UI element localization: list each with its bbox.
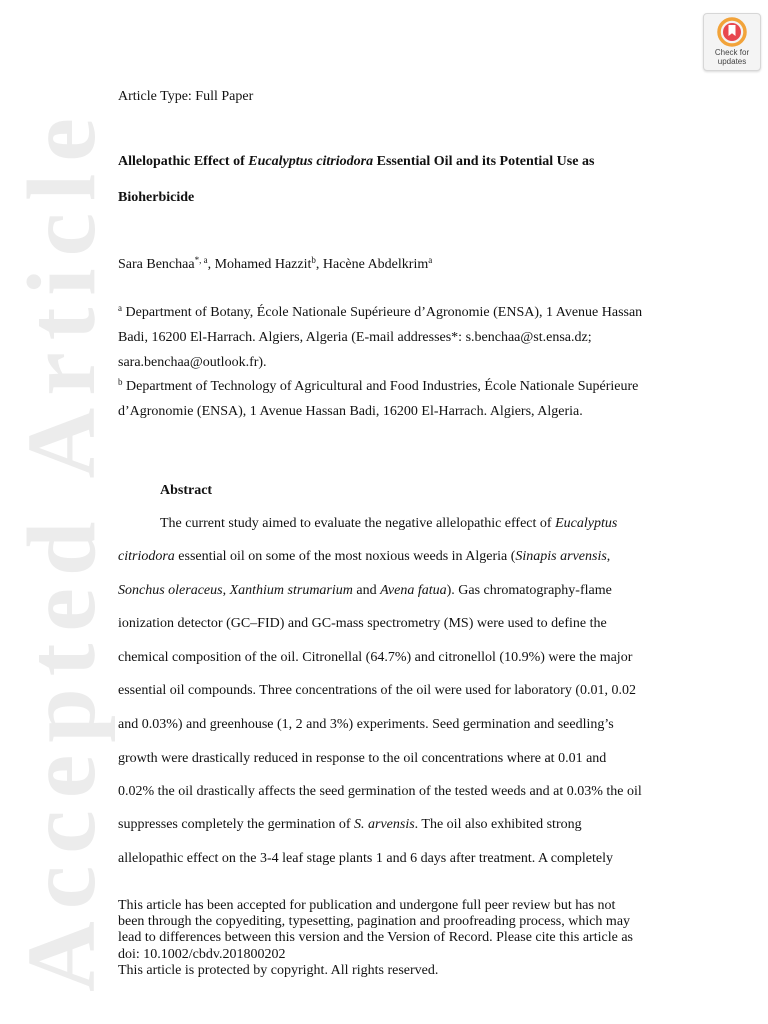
check-for-updates-label: Check for updates bbox=[714, 48, 750, 66]
accepted-article-watermark: Accepted Article bbox=[8, 106, 116, 992]
acceptance-notice: This article has been accepted for publication and undergone full peer review but has not bbox=[118, 898, 616, 913]
affiliation-a-line3: sara.benchaa@outlook.fr). bbox=[118, 355, 267, 370]
doi: doi: 10.1002/cbdv.201800202 bbox=[118, 947, 286, 962]
affiliation-a: $^a$ Department of Botany, École Nationale Supérieure d’Agronomie (ENSA), 1 Avenue Hassan bbox=[118, 303, 643, 320]
author: Hacène Abdelkrim bbox=[322, 257, 429, 272]
abstract-line: suppresses completely the germination of S. arvensis. The oil also exhibited strong bbox=[118, 817, 582, 832]
article-type: Article Type: Full Paper bbox=[118, 89, 254, 104]
article-title-line2: Bioherbicide bbox=[118, 190, 195, 205]
abstract-line: The current study aimed to evaluate the negative allelopathic effect of Eucalyptus bbox=[160, 516, 618, 531]
author-list: Sara Benchaa$^{*, a}$, Mohamed Hazzit$^b$, Hacène Abdelkrim$^a$ bbox=[118, 255, 433, 272]
author: Mohamed Hazzit bbox=[214, 257, 312, 272]
abstract-heading: Abstract bbox=[160, 483, 213, 498]
abstract-line: essential oil compounds. Three concentrations of the oil were used for laboratory (0.01, 0.02 bbox=[118, 683, 636, 698]
affiliation-a-line2: Badi, 16200 El-Harrach. Algiers, Algeria (E-mail addresses*: s.benchaa@st.ensa.dz; bbox=[118, 330, 592, 345]
abstract-line: allelopathic effect on the 3-4 leaf stage plants 1 and 6 days after treatment. A completely bbox=[118, 851, 614, 866]
affiliation-b-line2: d’Agronomie (ENSA), 1 Avenue Hassan Badi, 16200 El-Harrach. Algiers, Algeria. bbox=[118, 404, 583, 419]
affiliation-b: $^b$ Department of Technology of Agricultural and Food Industries, École Nationale Supérieure bbox=[118, 377, 639, 394]
abstract-line: citriodora essential oil on some of the most noxious weeds in Algeria (Sinapis arvensis, bbox=[118, 549, 611, 564]
abstract-line: Sonchus oleraceus, Xanthium strumarium and Avena fatua). Gas chromatography-flame bbox=[118, 583, 612, 598]
copyright-notice: This article is protected by copyright. All rights reserved. bbox=[118, 963, 439, 978]
abstract-line: and 0.03%) and greenhouse (1, 2 and 3%) experiments. Seed germination and seedling’s bbox=[118, 717, 614, 732]
abstract-line: growth were drastically reduced in response to the oil concentrations where at 0.01 and bbox=[118, 751, 607, 766]
abstract-line: chemical composition of the oil. Citronellal (64.7%) and citronellol (10.9%) were the major bbox=[118, 650, 633, 665]
check-for-updates-badge[interactable] bbox=[703, 13, 761, 71]
author: Sara Benchaa bbox=[118, 257, 195, 272]
article-title: Allelopathic Effect of Eucalyptus citriodora Essential Oil and its Potential Use as bbox=[118, 154, 595, 169]
acceptance-notice: been through the copyediting, typesetting, pagination and proofreading process, which may bbox=[118, 914, 631, 929]
acceptance-notice: lead to differences between this version and the Version of Record. Please cite this article as bbox=[118, 930, 633, 945]
abstract-line: 0.02% the oil drastically affects the seed germination of the tested weeds and at 0.03% the oil bbox=[118, 784, 642, 799]
abstract-line: ionization detector (GC–FID) and GC-mass spectrometry (MS) were used to define the bbox=[118, 616, 607, 631]
check-for-updates-icon bbox=[704, 14, 760, 48]
